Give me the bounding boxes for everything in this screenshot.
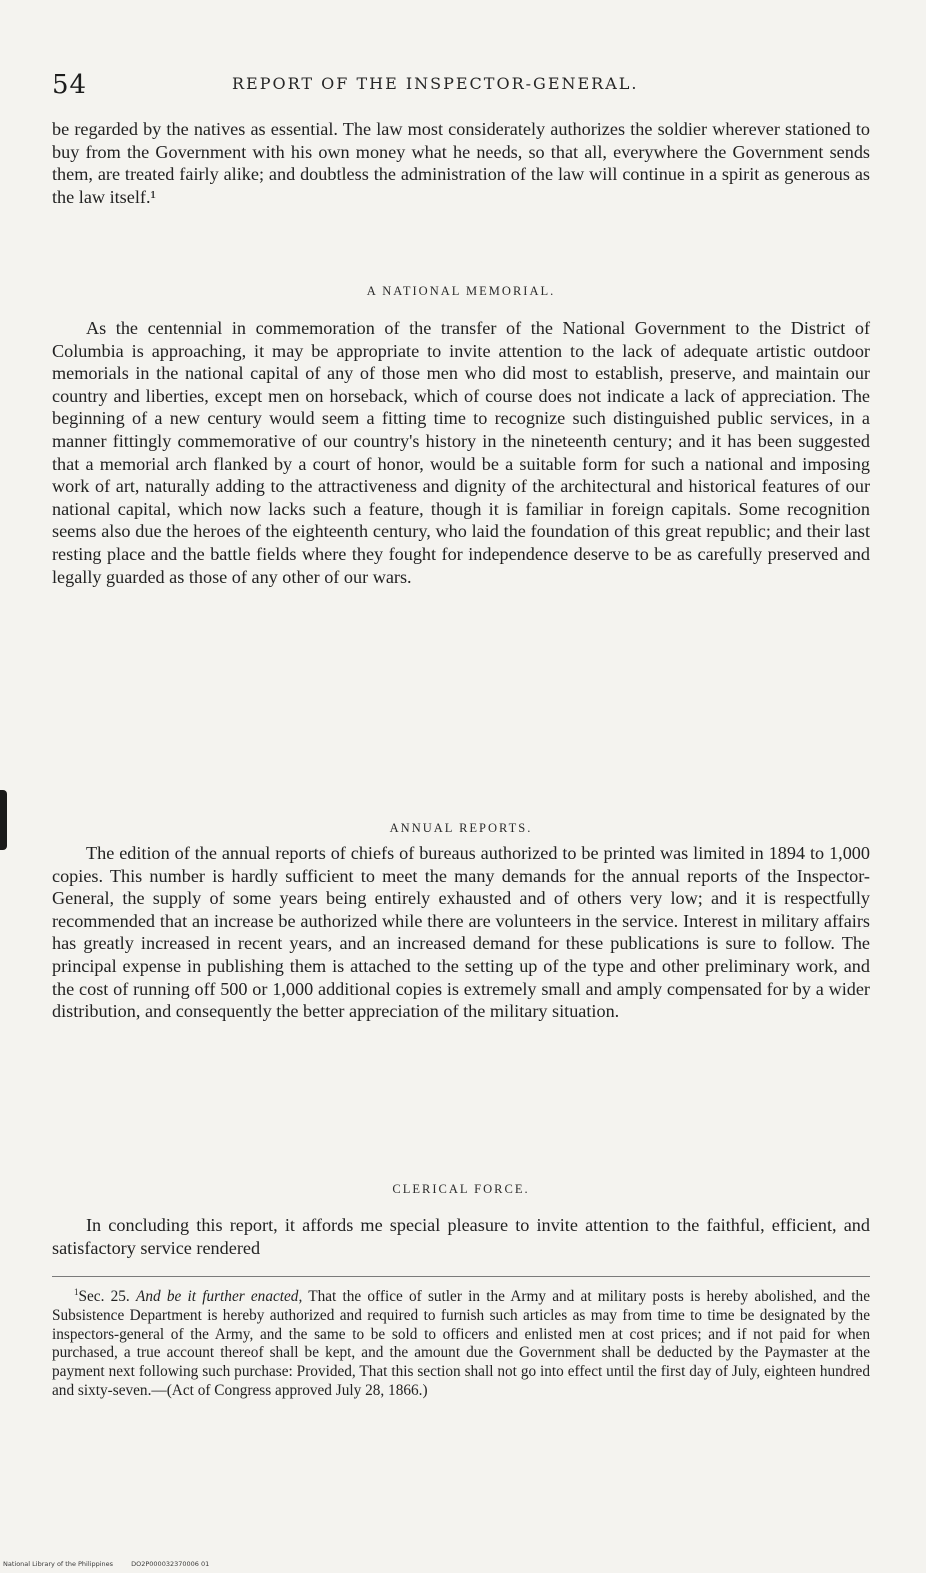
running-title: REPORT OF THE INSPECTOR-GENERAL. xyxy=(232,74,639,93)
heading-national-memorial: A NATIONAL MEMORIAL. xyxy=(366,284,556,298)
footnote-section: Sec. 25. xyxy=(78,1288,130,1306)
footnote-text: That the office of sutler in the Army and at military posts is hereby abolished, and the Subsistence Department is hereby authorized and required to furnish such articles as may from time to time be designated by the inspectors-general of the Army, and the same to be sold to officers and enlisted men at cost prices; and if not paid for when purchased, a true account thereof shall be kept, and the amount due the Government shall be deducted by the Paymaster at the payment next following such purchase: Provided, That this section shall not go into effect until the first day of July, eighteen hundred and sixty-seven.—(Act of Congress approved July 28, 1866.) xyxy=(52,1288,870,1400)
continuation-paragraph: be regarded by the natives as essential. The law most considerately authorizes the soldier wherever stationed to buy from the Government with his own money what he needs, so that all, everywhere the Government sends them, are treated fairly alike; and doubtless the administration of the law will continue in a spirit as generous as the law itself.¹ xyxy=(52,119,870,207)
annual-reports-paragraph: The edition of the annual reports of chiefs of bureaus authorized to be printed was limited in 1894 to 1,000 copies. This number is hardly sufficient to meet the many demands for the annual reports of the Inspector-General, the supply of some years being entirely exhausted and of others very low; and it is respectfully recommended that an increase be authorized while there are volunteers in the service. Interest in military affairs has greatly increased in recent years, and an increased demand for these publications is sure to follow. The principal expense in publishing them is attached to the setting up of the type and other preliminary work, and the cost of running off 500 or 1,000 additional copies is extremely small and amply compensated for by a wider distribution, and consequently the better appreciation of the military situation. xyxy=(52,843,870,1022)
heading-annual-reports: ANNUAL REPORTS. xyxy=(389,821,533,835)
page-header xyxy=(52,70,872,110)
scan-imprint xyxy=(3,1560,225,1568)
imprint-library: National Library of the Philippines xyxy=(3,1560,114,1568)
page-number: 54 xyxy=(52,70,88,100)
footnote-divider xyxy=(52,1276,870,1277)
footnote xyxy=(52,1283,870,1401)
imprint-identifier: DO2P000032370006 01 xyxy=(131,1560,210,1568)
footnote-marker: 1 xyxy=(74,1287,79,1297)
memorial-paragraph: As the centennial in commemoration of the transfer of the National Government to the District of Columbia is approaching, it may be appropriate to invite attention to the lack of adequate artistic outdoor memorials in the national capital of any of those men who did most to establish, preserve, and maintain our country and liberties, except men on horseback, which of course does not indicate a lack of appreciation. The beginning of a new century would seem a fitting time to recognize such distinguished public services, in a manner fittingly commemorative of our country's history in the nineteenth century; and it has been suggested that a memorial arch flanked by a court of honor, would be a suitable form for such a national and imposing work of art, naturally adding to the attractiveness and dignity of the architectural and historical features of our national capital, which now lacks such a feature, though it is familiar in foreign capitals. Some recognition seems also due the heroes of the eighteenth century, who laid the foundation of this great republic; and their last resting place and the battle fields where they fought for independence deserve to be as carefully preserved and legally guarded as those of any other of our wars. xyxy=(52,318,870,587)
scan-binding-shadow xyxy=(0,790,7,850)
clerical-paragraph: In concluding this report, it affords me special pleasure to invite attention to the faithful, efficient, and satisfactory service rendered xyxy=(52,1215,870,1258)
heading-clerical-force: CLERICAL FORCE. xyxy=(392,1182,530,1196)
footnote-enacting-clause: And be it further enacted, xyxy=(135,1288,303,1306)
